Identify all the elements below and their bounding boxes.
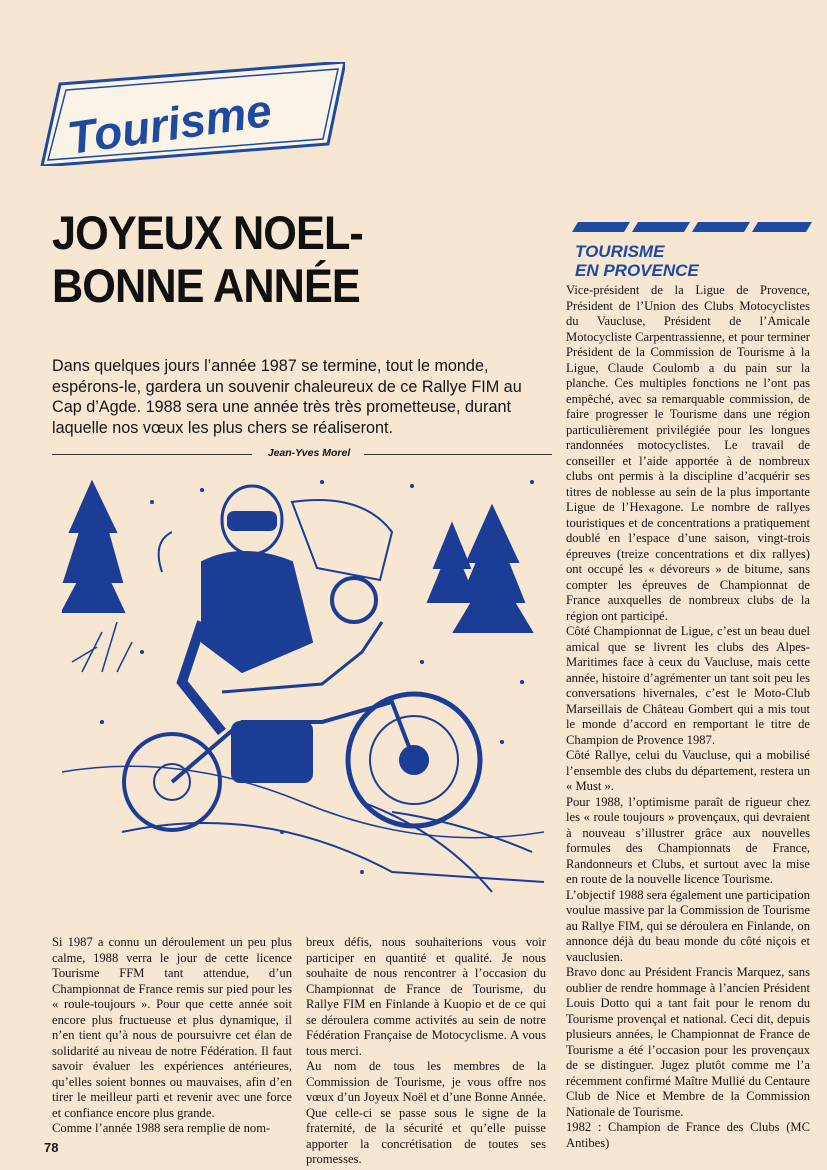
article-column-1 xyxy=(52,935,292,1137)
headlight-icon xyxy=(332,578,376,622)
article-paragraph: Au nom de tous les membres de la Commission de Tourisme, je vous offre nos vœux d’un Joyeux Noël et d’une Bonne Année. Que celle-ci se passe sous le signe de la fraternité, de la sécurité et qu’elle puisse apporter la concrétisation de toutes ses promesses. xyxy=(306,1059,546,1166)
sidebar-paragraph: Côté Championnat de Ligue, c’est un beau duel amical que se livrent les clubs des Alpes-Maritimes face à ceux du Vaucluse, mais cette année, histoire d’agrémenter un tant soit peu les conversations hivernales, c’est le Moto-Club Marseillais de Château Gombert qui a mis tout le monde d’accord en remportant le titre de Champion de Provence 1987. xyxy=(566,624,810,747)
article-paragraph: breux défis, nous souhaiterions vous voir participer en quantité et qualité. Je nous souhaite de nous rencontrer à l’occasion du Championnat de France de Tourisme, du Rallye FIM en Finlande à Kuopio et de ce qui se déroulera comme activités au sein de notre Fédération Française de Motocyclisme. A vous tous merci. xyxy=(306,935,546,1058)
page-number: 78 xyxy=(44,1140,59,1155)
headline-line-2: BONNE ANNÉE xyxy=(52,259,360,312)
sidebar-paragraph: Pour 1988, l’optimisme paraît de rigueur chez les « roule toujours » provençaux, qui devraient à nouveau s’illustrer grâce aux nouvelles formules des Championnats de France, Randonneurs et Clubs, et surtout avec la mise en route de la nouvelle licence Tourisme. xyxy=(566,794,810,886)
byline-row xyxy=(52,448,552,462)
fir-tree-left-icon xyxy=(62,482,124,612)
sidebar-title-line-2: EN PROVENCE xyxy=(575,261,699,280)
sidebar-stripe-divider xyxy=(572,222,812,232)
byline: Jean-Yves Morel xyxy=(267,447,351,459)
article-paragraph: Si 1987 a connu un déroulement un peu plus calme, 1988 verra le jour de cette licence Tourisme FFM tant attendue, d’un Championnat de France remis sur pied pour les « roule-toujours ». Pour que cette année soit encore plus fructueuse et plus dynamique, il n’en tient qu’à nous de poursuivre cet élan de solidarité au niveau de notre Fédération. Il faut savoir évaluer les expériences antérieures, qu’elles soient bonnes ou mauvaises, afin d’en tirer le meilleur parti et revenir avec une force et confiance encore plus grande. xyxy=(52,935,292,1120)
article-paragraph: Comme l’année 1988 sera remplie de nom- xyxy=(52,1121,271,1135)
sidebar-paragraph: Bravo donc au Président Francis Marquez, sans oublier de rendre hommage à l’ancien Président Louis Dotto qui a tant fait pour le renom du Tourisme provençal et national. Ceci dit, depuis plusieurs années, le Championnat de France de Tourisme a été l’occasion pour les provençaux de se distinguer. Jugez plutôt comme me l’a récemment confirmé Maître Mullié du Centaure Club de Nice et Membre de la Commission Nationale de Tourisme. xyxy=(566,965,810,1119)
sidebar-paragraph: L’objectif 1988 sera également une participation voulue massive par la Commission de Tourisme au Rallye FIM, qui se déroulera en Finlande, on annonce déjà du beau monde du côté niçois et vauclusien. xyxy=(566,887,810,964)
article-headline xyxy=(52,206,363,312)
sidebar-paragraph: Vice-président de la Ligue de Provence, Président de l’Union des Clubs Motocyclistes du Vaucluse, Président de l’Amicale Motocycliste Carpentrassienne, et pour terminer Président de la Commission de Tourisme à la Ligue, Claude Coulomb a du pain sur la planche. Ces multiples fonctions ne l’ont pas empêché, avec sa remarquable commission, de faire progresser le Tourisme dans une région particulièrement privilégiée pour les longues randonnées motocyclistes. Le travail de conseiller et l’aide apportée à de nombreux clubs ont permis à la discipline d’acquérir ses titres de noblesse au sein de la plus importante Ligue de l’Hexagone. Le nombre de rallyes touristiques et de concentrations a pratiquement doublé en l’espace d’une saison, vingt-trois épreuves (treize concentrations et dix rallyes) ont occupé les « dévoreurs » de bitume, sans compter les épreuves de Championnat de France auxquelles de nombreux clubs de la région ont participé. xyxy=(566,283,810,623)
sidebar-title-line-1: TOURISME xyxy=(575,242,665,261)
headline-line-1: JOYEUX NOEL- xyxy=(52,206,363,259)
section-tag-banner xyxy=(40,62,345,166)
byline-rule-left xyxy=(52,454,252,455)
sidebar-paragraph: 1982 : Champion de France des Clubs (MC Antibes) xyxy=(566,1120,810,1150)
motorcyclist-in-snow-illustration xyxy=(62,472,544,900)
sidebar-title xyxy=(575,242,815,280)
lead-paragraph: Dans quelques jours l’année 1987 se termine, tout le monde, espérons-le, gardera un souvenir chaleureux de ce Rallye FIM au Cap d’Agde. 1988 sera une année très très prometteuse, durant laquelle nos vœux les plus chers se réaliseront. xyxy=(52,357,522,437)
byline-rule-right xyxy=(364,454,552,455)
sidebar-paragraph: Côté Rallye, celui du Vaucluse, qui a mobilisé l’ensemble des clubs du département, restera un « Must ». xyxy=(566,748,810,793)
article-column-2 xyxy=(306,935,546,1168)
section-tag-text: Tourisme xyxy=(64,83,275,164)
sidebar-body xyxy=(566,283,810,1151)
